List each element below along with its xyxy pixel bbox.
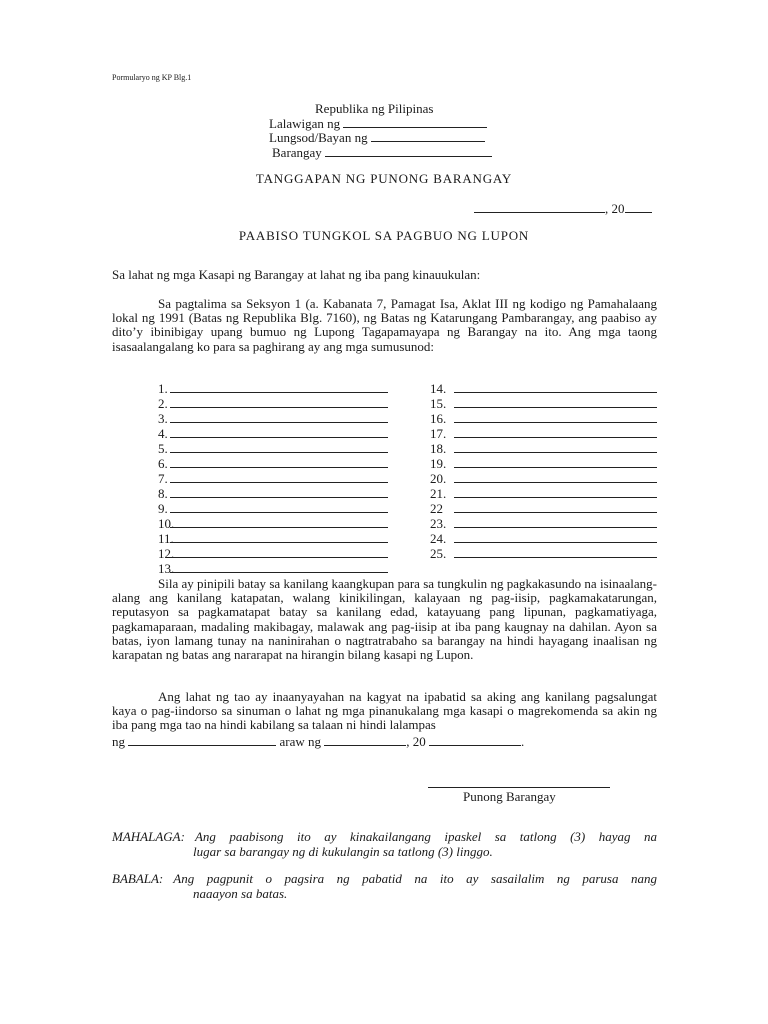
nominee-number: 25. (430, 546, 447, 561)
nominee-number: 15. (430, 396, 447, 411)
nominee-blank[interactable] (454, 396, 657, 408)
nominee-number: 22 (430, 501, 443, 516)
nominee-blank[interactable] (454, 516, 657, 528)
nominee-blank[interactable] (170, 411, 388, 423)
nominee-blank[interactable] (170, 501, 388, 513)
signatory-label: Punong Barangay (463, 789, 556, 804)
nominee-number: 6. (158, 456, 168, 471)
deadline-month-blank[interactable] (324, 734, 406, 746)
nominee-blank[interactable] (170, 486, 388, 498)
warning-label: BABALA: (112, 871, 164, 886)
date-blank[interactable] (474, 201, 605, 213)
nominee-blank[interactable] (454, 471, 657, 483)
nominee-line[interactable] (430, 411, 657, 426)
nominee-line[interactable] (158, 411, 388, 426)
nominee-number: 17. (430, 426, 447, 441)
nominee-line[interactable] (430, 546, 657, 561)
important-line-1 (112, 830, 657, 845)
notice-title: PAABISO TUNGKOL SA PAGBUO NG LUPON (238, 228, 530, 243)
important-text-2: lugar sa barangay ng di kukulangin sa tatlong (3) linggo. (193, 843, 493, 859)
nominee-line[interactable] (158, 531, 388, 546)
nominee-blank[interactable] (454, 456, 657, 468)
warning-line-1 (112, 872, 657, 887)
nominee-line[interactable] (430, 501, 657, 516)
paragraph-invitation: Ang lahat ng tao ay inaanyayahan na kagyat na ipabatid sa aking ang kanilang pagsalungat kaya o pag-iindorso sa sinuman o lahat ng mga pinanukalang mga kasapi o magrekomenda sa akin ng iba pang mga tao na hindi kabilang sa talaan ni hindi lalampas (112, 689, 657, 733)
nominee-number: 9. (158, 501, 168, 516)
barangay-row (272, 145, 492, 160)
nominee-blank[interactable] (454, 426, 657, 438)
nominee-line[interactable] (158, 516, 388, 531)
nominee-number: 16. (430, 411, 447, 426)
nominee-line[interactable] (430, 396, 657, 411)
deadline-year-blank[interactable] (429, 734, 521, 746)
nominee-blank[interactable] (170, 456, 388, 468)
nominee-blank[interactable] (454, 381, 657, 393)
nominee-number: 1. (158, 381, 168, 396)
salutation: Sa lahat ng mga Kasapi ng Barangay at lahat ng iba pang kinauukulan: (112, 267, 481, 282)
nominee-blank[interactable] (170, 396, 388, 408)
nominee-number: 2. (158, 396, 168, 411)
nominee-line[interactable] (158, 546, 388, 561)
nominee-number: 5. (158, 441, 168, 456)
nominee-line[interactable] (158, 471, 388, 486)
nominee-number: 18. (430, 441, 447, 456)
year-blank[interactable] (625, 201, 652, 213)
deadline-day-label: araw ng (279, 734, 322, 749)
paragraph-intro: Sa pagtalima sa Seksyon 1 (a. Kabanata 7, Pamagat Isa, Aklat III ng kodigo ng Pamahalaang lokal ng 1991 (Batas ng Republika Blg. 7160), ng Batas ng Katarungang Pambarangay, ang paabiso ay dito’y ibinibigay upang bumuo ng Lupong Tagapamayapa ng Barangay na ito. Ang mga taong isasaalangalang ko para sa paghirang ay ang mga sumusunod: (112, 296, 657, 354)
important-text-1: Ang paabisong ito ay kinakailangang ipaskel sa tatlong (3) hayag na (194, 829, 657, 844)
nominee-number: 12. (158, 546, 175, 561)
nominee-blank[interactable] (170, 426, 388, 438)
nominee-line[interactable] (430, 531, 657, 546)
nominee-blank[interactable] (170, 471, 388, 483)
nominee-blank[interactable] (454, 441, 657, 453)
deadline-end: . (521, 734, 525, 749)
date-year-prefix: , 20 (605, 201, 625, 216)
city-row (269, 130, 485, 145)
nominee-list-right (430, 381, 657, 561)
nominee-line[interactable] (158, 561, 388, 576)
office-title: TANGGAPAN NG PUNONG BARANGAY (255, 171, 513, 186)
nominee-line[interactable] (158, 501, 388, 516)
nominee-line[interactable] (430, 486, 657, 501)
nominee-blank[interactable] (170, 531, 388, 543)
nominee-blank[interactable] (170, 381, 388, 393)
deadline-year-label: , 20 (406, 734, 426, 749)
nominee-blank[interactable] (170, 441, 388, 453)
province-label: Lalawigan ng (269, 116, 341, 131)
province-row (269, 116, 487, 131)
form-number: Pormularyo ng KP Blg.1 (112, 73, 192, 82)
nominee-number: 11. (158, 531, 174, 546)
barangay-blank[interactable] (325, 145, 492, 157)
date-row (474, 201, 652, 216)
nominee-number: 19. (430, 456, 447, 471)
nominee-line[interactable] (430, 456, 657, 471)
warning-text-2: naaayon sa batas. (193, 885, 288, 901)
republic-heading: Republika ng Pilipinas (315, 101, 434, 116)
warning-note (112, 872, 657, 901)
deadline-row (112, 734, 524, 749)
nominee-blank[interactable] (454, 531, 657, 543)
nominee-line[interactable] (158, 456, 388, 471)
nominee-line[interactable] (158, 426, 388, 441)
city-label: Lungsod/Bayan ng (269, 130, 368, 145)
nominee-number: 8. (158, 486, 168, 501)
nominee-number: 23. (430, 516, 447, 531)
nominee-number: 3. (158, 411, 168, 426)
nominee-blank[interactable] (170, 561, 388, 573)
paragraph-qualifications: Sila ay pinipili batay sa kanilang kaangkupan para sa tungkulin ng pagkakasundo na isinaalang-alang ang kanilang katapatan, walang kinikilingan, kalayaan ng pag-iisip, pagkamakatarungan, reputasyon sa pagkamatapat batay sa kanilang edad, katayuang pang lipunan, pagkamatiyaga, pagkamaparaan, madaling makibagay, malawak ang pag-iisip at iba pang kaugnay na dahilan. Ayon sa batas, iyon lamang tunay na naninirahan o nagtratrabaho sa barangay na hindi hayagang inaalisan ng karapatan ng batas ang nararapat na hirangin bilang kasapi ng Lupon. (112, 576, 657, 663)
nominee-blank[interactable] (454, 411, 657, 423)
city-blank[interactable] (371, 130, 485, 142)
warning-text-1: Ang pagpunit o pagsira ng pabatid na ito ay sasailalim ng parusa nang (173, 871, 657, 886)
nominee-number: 20. (430, 471, 447, 486)
nominee-number: 21. (430, 486, 447, 501)
deadline-prefix: ng (112, 734, 125, 749)
nominee-line[interactable] (430, 426, 657, 441)
nominee-blank[interactable] (454, 546, 657, 558)
nominee-number: 13. (158, 561, 175, 576)
nominee-line[interactable] (430, 516, 657, 531)
province-blank[interactable] (343, 116, 487, 128)
nominee-number: 4. (158, 426, 168, 441)
nominee-line[interactable] (158, 396, 388, 411)
nominee-line[interactable] (158, 486, 388, 501)
nominee-blank[interactable] (170, 516, 388, 528)
important-note (112, 830, 657, 859)
deadline-date-blank[interactable] (128, 734, 276, 746)
nominee-number: 7. (158, 471, 168, 486)
barangay-label: Barangay (272, 145, 322, 160)
nominee-blank[interactable] (170, 546, 388, 558)
nominee-line[interactable] (430, 381, 657, 396)
nominee-blank[interactable] (454, 486, 657, 498)
nominee-line[interactable] (430, 471, 657, 486)
nominee-list-left (158, 381, 388, 576)
nominee-line[interactable] (158, 381, 388, 396)
nominee-line[interactable] (430, 441, 657, 456)
nominee-number: 10. (158, 516, 175, 531)
nominee-line[interactable] (158, 441, 388, 456)
nominee-number: 24. (430, 531, 447, 546)
signature-line[interactable] (428, 786, 610, 788)
nominee-number: 14. (430, 381, 447, 396)
important-label: MAHALAGA: (112, 829, 185, 844)
nominee-blank[interactable] (454, 501, 657, 513)
